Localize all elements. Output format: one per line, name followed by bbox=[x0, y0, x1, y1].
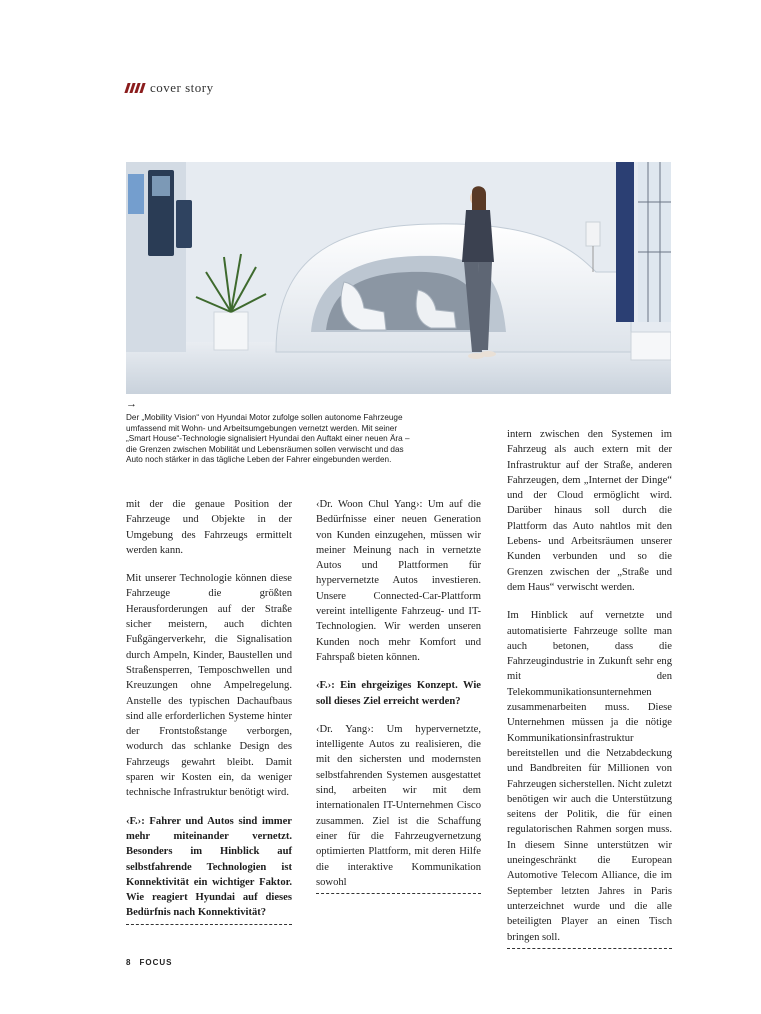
caption-arrow-icon: → bbox=[126, 398, 137, 410]
page-number: 8 bbox=[126, 958, 132, 967]
publication-name: FOCUS bbox=[139, 958, 173, 967]
interview-question: ‹F.›: Ein ehrgeiziges Konzept. Wie soll dieses Ziel erreicht werden? bbox=[316, 680, 481, 707]
paragraph: mit der die genaue Position der Fahrzeuge und Objekte in der Umgebung des Fahrzeugs ermittelt werden kann. bbox=[126, 499, 292, 556]
section-label: cover story bbox=[150, 80, 214, 95]
figure-caption: Der „Mobility Vision“ von Hyundai Motor zufolge sollen autonome Fahrzeuge umfassend mit Wohn- und Arbeitsumgebungen vernetzt werden. Mit seiner „Smart House“-Technologie signalisiert Hyundai den Auftakt einer neuen Ära – die Grenzen zwischen Mobilität und Lebensräumen sollen verwischt und das Auto noch stärker in das tägliche Leben der Fahrer eingebunden werden. bbox=[126, 413, 410, 464]
hero-photo bbox=[126, 162, 671, 394]
paragraph: ‹Dr. Woon Chul Yang›: Um auf die Bedürfnisse einer neuen Generation von Kunden einzugehen, müssen wir meiner Meinung nach in vernetzte Autos und Plattformen für hypervernetzte Autos investieren. Unsere Connected-Car-Plattform vereint intelligente Fahrzeug- und IT-Technologien. Wir werden unseren Kunden noch mehr Komfort und Fahrspaß bieten können. bbox=[316, 499, 481, 663]
figure-caption-block bbox=[126, 398, 416, 466]
section-tag-bars bbox=[126, 83, 144, 93]
paragraph: intern zwischen den Systemen im Fahrzeug als auch extern mit der Infrastruktur auf der Straße, anderen Fahrzeugen, dem „Internet der Dinge“ und der Cloud ermöglicht wird. Darüber hinaus soll durch die Plattform das Auto nahtlos mit den Lebens- und Arbeitsräumen unserer Kunden verbunden und so die Grenzen zwischen der „Straße und dem Haus“ verwischt werden. bbox=[507, 429, 672, 593]
article-column-2 bbox=[316, 497, 481, 894]
paragraph: Mit unserer Technologie können diese Fahrzeuge die größten Herausforderungen auf der Straße sicher meistern, auch dichten Fußgängerverkehr, die Signalisation durch Ampeln, Kinder, Baustellen und Straßensperren, Temposchwellen und Kreuzungen ohne Ampelregelung. Anstelle des typischen Dachaufbaus sind alle erforderlichen Systeme hinter der Frontstoßstange verborgen, wodurch das schlanke Design des Fahrzeugs gewahrt bleibt. Damit sparen wir Kosten ein, da weniger technische Infrastruktur benötigt wird. bbox=[126, 573, 292, 799]
article-column-3 bbox=[507, 427, 672, 949]
paragraph: ‹Dr. Yang›: Um hypervernetzte, intelligente Autos zu realisieren, die mit den sichersten und modernsten selbstfahrenden Systemen ausgestattet sind, arbeiten wir mit dem internationalen IT-Unternehmen Cisco zusammen. Ziel ist die Schaffung einer für die Fahrzeugvernetzung optimierten Plattform, mit deren Hilfe die interaktive Kommunikation sowohl bbox=[316, 723, 481, 888]
paragraph: Im Hinblick auf vernetzte und automatisierte Fahrzeuge sollte man auch betonen, dass die Fahrzeugindustrie in Zukunft sehr eng mit den Telekommunikationsunternehmen zusammenarbeiten muss. Diese Unternehmen müssen ja die nötige Kommunikationsinfrastruktur bereitstellen und die Netzabdeckung und Bandbreiten für Millionen von Fahrzeugen sicherstellen. Nicht zuletzt benötigen wir auch die Unterstützung seitens der Politik, die für einen regulatorischen Rahmen sorgen muss. In diesem Sinne unterstützen wir uneingeschränkt die European Automotive Telecom Alliance, die im September letzten Jahres in Paris unterzeichnet wurde und die alle beteiligten Player an einen Tisch bringen soll. bbox=[507, 610, 672, 943]
section-tag bbox=[126, 80, 214, 96]
interview-question: ‹F.›: Fahrer und Autos sind immer mehr miteinander vernetzt. Besonders im Hinblick auf selbstfahrende Technologien ist Konnektivität ein wichtiger Faktor. Wie reagiert Hyundai auf dieses Bedürfnis nach Konnektivität? bbox=[126, 815, 292, 919]
hero-photo-illustration bbox=[126, 162, 671, 394]
column-end-rule bbox=[316, 893, 481, 894]
column-end-rule bbox=[126, 924, 292, 925]
column-end-rule bbox=[507, 948, 672, 949]
article-column-1 bbox=[126, 497, 292, 925]
page-footer bbox=[126, 958, 172, 967]
